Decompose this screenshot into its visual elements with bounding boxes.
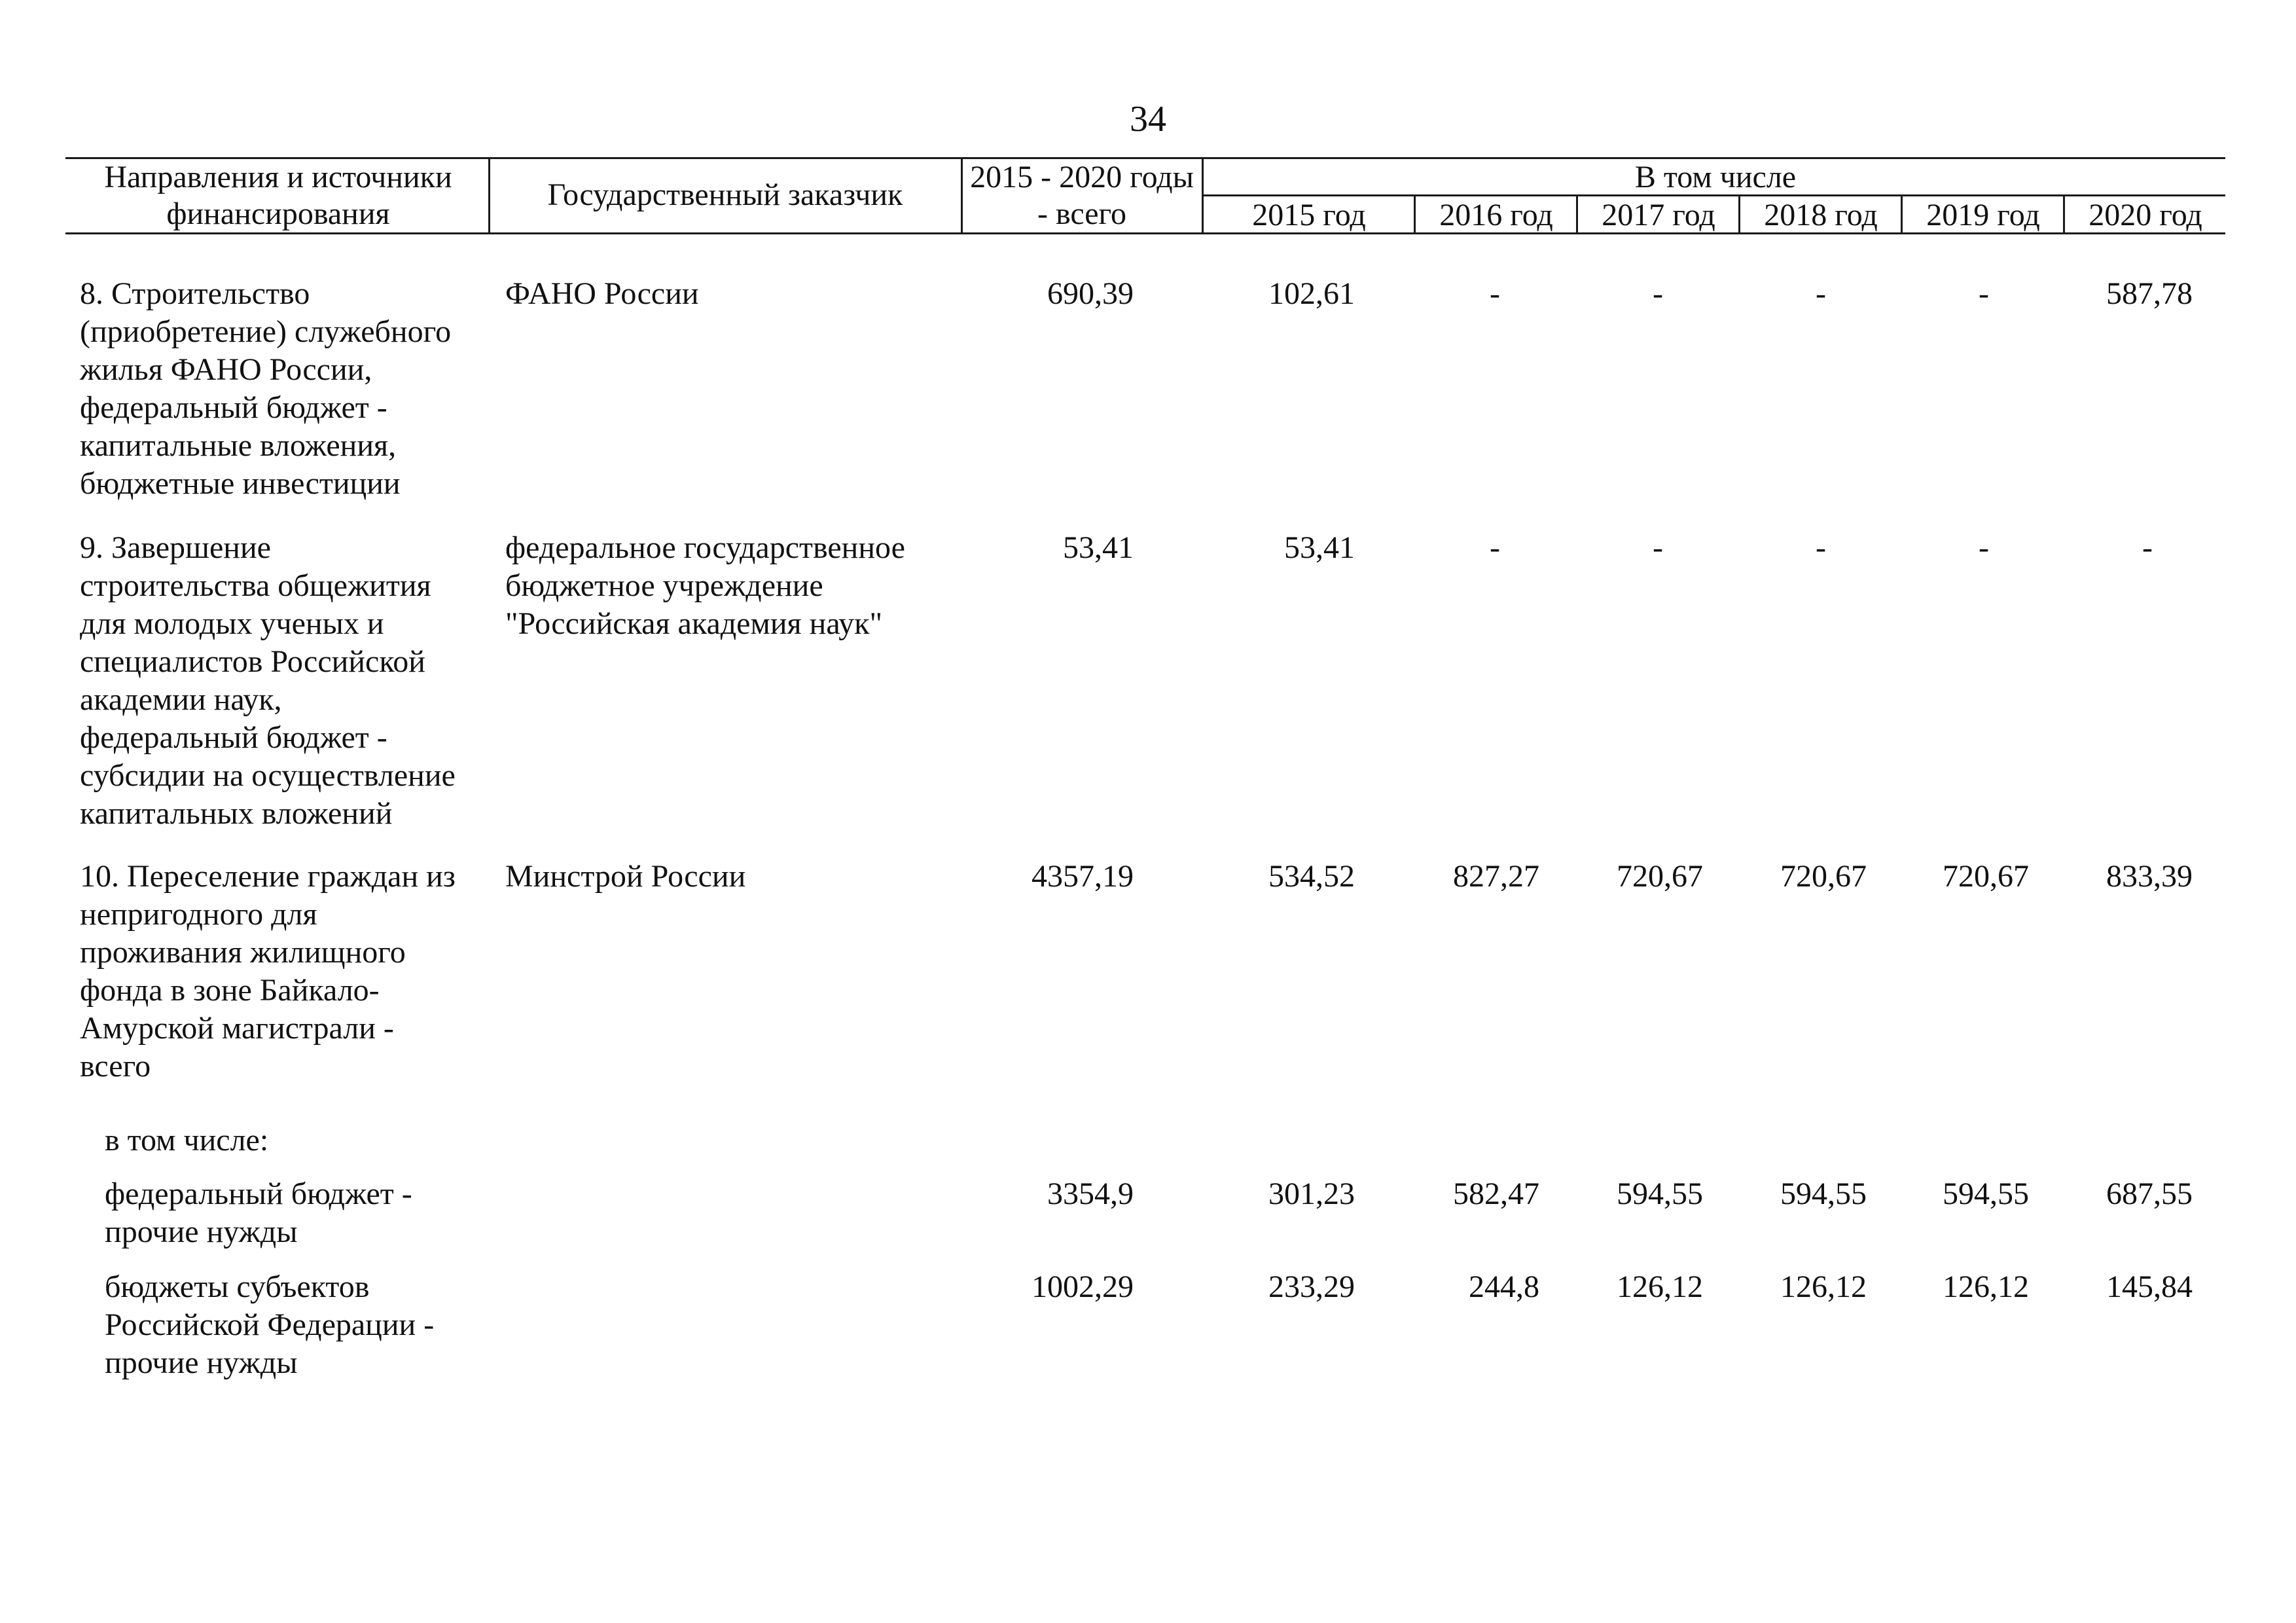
column-divider: [2063, 194, 2065, 234]
row-year-value: 833,39: [2106, 859, 2193, 894]
row-direction: федеральный бюджет - прочие нужды: [105, 1176, 412, 1249]
row-total: 53,41: [1063, 530, 1134, 565]
row-year-value: 145,84: [2106, 1269, 2193, 1304]
row-year-value: -: [1979, 276, 1989, 311]
row-year-value: 126,12: [1943, 1269, 2029, 1304]
row-year-value: 827,27: [1453, 859, 1539, 894]
row-year-value: -: [1816, 530, 1826, 565]
row-total: 690,39: [1047, 276, 1134, 311]
row-customer: федеральное государственное бюджетное учреждение "Российская академия наук": [505, 530, 905, 641]
header-year: 2016 год: [1439, 198, 1553, 232]
row-year-value: -: [2142, 530, 2153, 565]
header-year: 2015 год: [1252, 198, 1366, 232]
row-year-value: 102,61: [1268, 276, 1355, 311]
column-divider: [961, 157, 963, 234]
row-year-value: -: [1490, 530, 1500, 565]
column-divider: [1202, 157, 1204, 234]
header-year: 2020 год: [2089, 198, 2202, 232]
row-year-value: -: [1816, 276, 1826, 311]
header-year: 2018 год: [1764, 198, 1878, 232]
row-year-value: 687,55: [2106, 1176, 2193, 1211]
row-direction: в том числе:: [105, 1123, 269, 1158]
row-year-value: 244,8: [1469, 1269, 1539, 1304]
row-year-value: 534,52: [1268, 859, 1355, 894]
row-year-value: 594,55: [1943, 1176, 2029, 1211]
column-divider: [1901, 194, 1903, 234]
page-number: 34: [1130, 99, 1166, 139]
row-year-value: -: [1490, 276, 1500, 311]
row-year-value: 594,55: [1617, 1176, 1703, 1211]
row-year-value: 233,29: [1268, 1269, 1355, 1304]
row-direction: 10. Переселение граждан из непригодного для проживания жилищного фонда в зоне Байкало- Амурской магистрали - всего: [80, 859, 456, 1084]
row-direction: 8. Строительство (приобретение) служебного жилья ФАНО России, федеральный бюджет - капитальные вложения, бюджетные инвестиции: [80, 276, 452, 501]
header-year: 2017 год: [1602, 198, 1715, 232]
column-divider: [1738, 194, 1740, 234]
row-year-value: 720,67: [1943, 859, 2029, 894]
row-total: 1002,29: [1031, 1269, 1134, 1304]
header-customer: Государственный заказчик: [547, 177, 903, 212]
row-year-value: 587,78: [2106, 276, 2193, 311]
column-divider: [1414, 194, 1416, 234]
row-year-value: -: [1653, 276, 1663, 311]
row-year-value: 720,67: [1780, 859, 1867, 894]
row-direction: бюджеты субъектов Российской Федерации - прочие нужды: [105, 1269, 435, 1380]
row-year-value: 301,23: [1268, 1176, 1355, 1211]
header-direction: Направления и источники финансирования: [104, 160, 452, 231]
row-year-value: -: [1653, 530, 1663, 565]
column-divider: [1576, 194, 1578, 234]
row-total: 4357,19: [1031, 859, 1134, 894]
row-year-value: 720,67: [1617, 859, 1703, 894]
row-year-value: 126,12: [1780, 1269, 1867, 1304]
row-year-value: 582,47: [1453, 1176, 1539, 1211]
row-direction: 9. Завершение строительства общежития для молодых ученых и специалистов Российской академии наук, федеральный бюджет - субсидии на осуществление капитальных вложений: [80, 530, 456, 831]
row-year-value: 53,41: [1284, 530, 1355, 565]
row-customer: Минстрой России: [505, 859, 746, 894]
header-total: 2015 - 2020 годы - всего: [970, 160, 1194, 231]
header-year: 2019 год: [1926, 198, 2040, 232]
column-divider: [488, 157, 490, 234]
header-group-label: В том числе: [1634, 160, 1797, 194]
row-year-value: -: [1979, 530, 1989, 565]
row-year-value: 594,55: [1780, 1176, 1867, 1211]
row-year-value: 126,12: [1617, 1269, 1703, 1304]
row-customer: ФАНО России: [505, 276, 699, 311]
row-total: 3354,9: [1047, 1176, 1134, 1211]
